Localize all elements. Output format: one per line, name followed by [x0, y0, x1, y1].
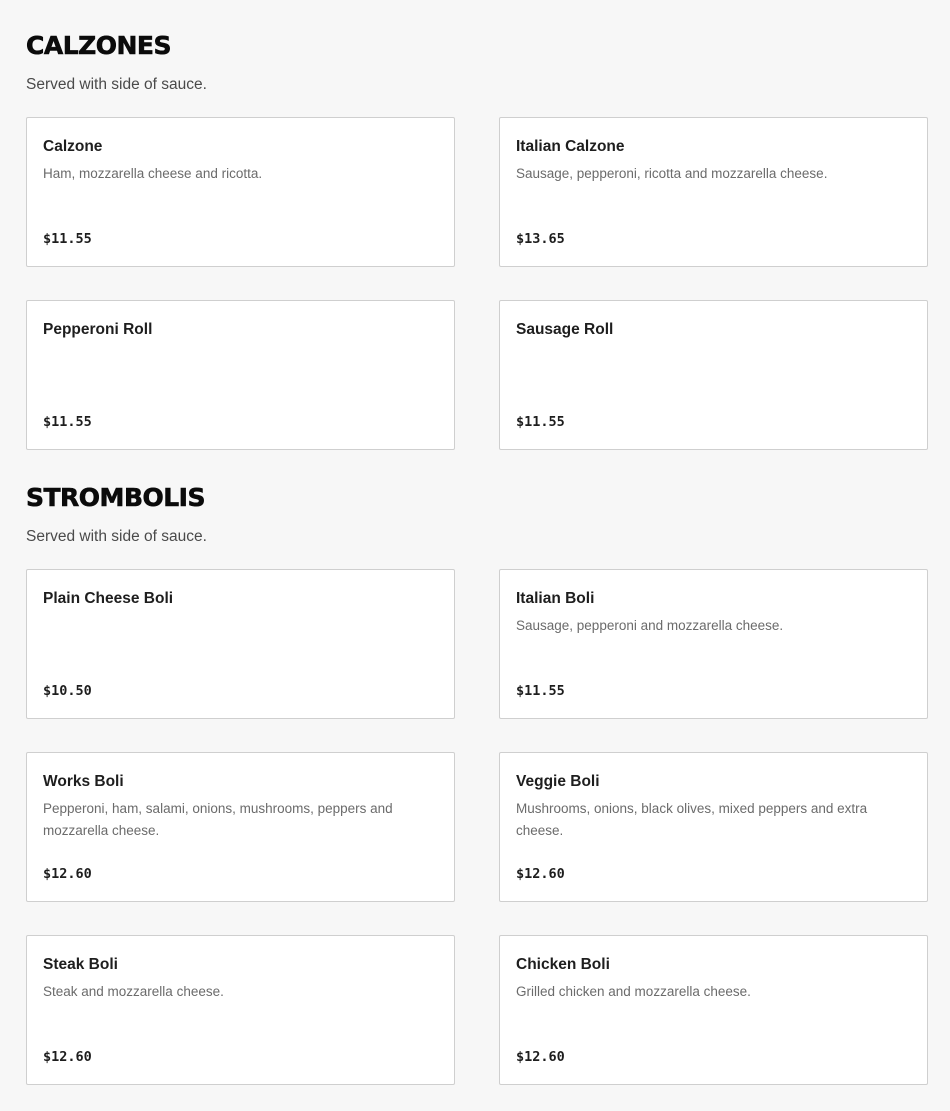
- strombolis-heading: STROMBOLIS: [26, 483, 205, 512]
- menu-item-card[interactable]: [26, 117, 455, 267]
- menu-item-name: Steak Boli: [43, 956, 118, 973]
- menu-item-price: $10.50: [43, 683, 92, 699]
- calzones-subtitle: Served with side of sauce.: [26, 76, 207, 93]
- menu-item-description: Mushrooms, onions, black olives, mixed peppers and extra cheese.: [516, 801, 868, 838]
- menu-item-name: Chicken Boli: [516, 956, 610, 973]
- menu-item-name: Veggie Boli: [516, 773, 600, 790]
- menu-item-card[interactable]: [499, 300, 928, 450]
- menu-item-price: $12.60: [516, 866, 565, 882]
- menu-item-name: Italian Calzone: [516, 138, 625, 155]
- menu-item-name: Pepperoni Roll: [43, 321, 153, 338]
- strombolis-grid: [26, 569, 928, 1085]
- menu-item-price: $11.55: [516, 683, 565, 699]
- menu-item-name: Italian Boli: [516, 590, 595, 607]
- strombolis-section: [26, 483, 928, 1065]
- menu-item-description: Sausage, pepperoni, ricotta and mozzarella cheese.: [516, 166, 828, 181]
- menu-item-price: $11.55: [43, 231, 92, 247]
- menu-item-card[interactable]: [26, 300, 455, 450]
- menu-item-price: $12.60: [43, 866, 92, 882]
- menu-item-description: Ham, mozzarella cheese and ricotta.: [43, 166, 263, 181]
- menu-item-card[interactable]: [26, 935, 455, 1085]
- calzones-grid: [26, 117, 928, 450]
- calzones-heading: CALZONES: [26, 31, 172, 60]
- menu-item-name: Works Boli: [43, 773, 124, 790]
- menu-item-card[interactable]: [499, 117, 928, 267]
- menu-item-card[interactable]: [499, 935, 928, 1085]
- menu-item-price: $13.65: [516, 231, 565, 247]
- menu-item-card[interactable]: [499, 752, 928, 902]
- menu-item-price: $12.60: [516, 1049, 565, 1065]
- menu-item-description: Pepperoni, ham, salami, onions, mushrooms, peppers and mozzarella cheese.: [43, 801, 393, 838]
- menu-item-description: Sausage, pepperoni and mozzarella cheese.: [516, 618, 784, 633]
- menu-item-description: Grilled chicken and mozzarella cheese.: [516, 984, 751, 999]
- menu-item-price: $11.55: [43, 414, 92, 430]
- menu-item-name: Calzone: [43, 138, 103, 155]
- calzones-section: [26, 31, 928, 430]
- menu-item-card[interactable]: [26, 569, 455, 719]
- menu-item-card[interactable]: [499, 569, 928, 719]
- menu-item-card[interactable]: [26, 752, 455, 902]
- menu-item-price: $12.60: [43, 1049, 92, 1065]
- menu-item-description: Steak and mozzarella cheese.: [43, 984, 224, 999]
- menu-item-price: $11.55: [516, 414, 565, 430]
- strombolis-subtitle: Served with side of sauce.: [26, 528, 207, 545]
- menu-item-name: Sausage Roll: [516, 321, 614, 338]
- menu-item-name: Plain Cheese Boli: [43, 590, 174, 607]
